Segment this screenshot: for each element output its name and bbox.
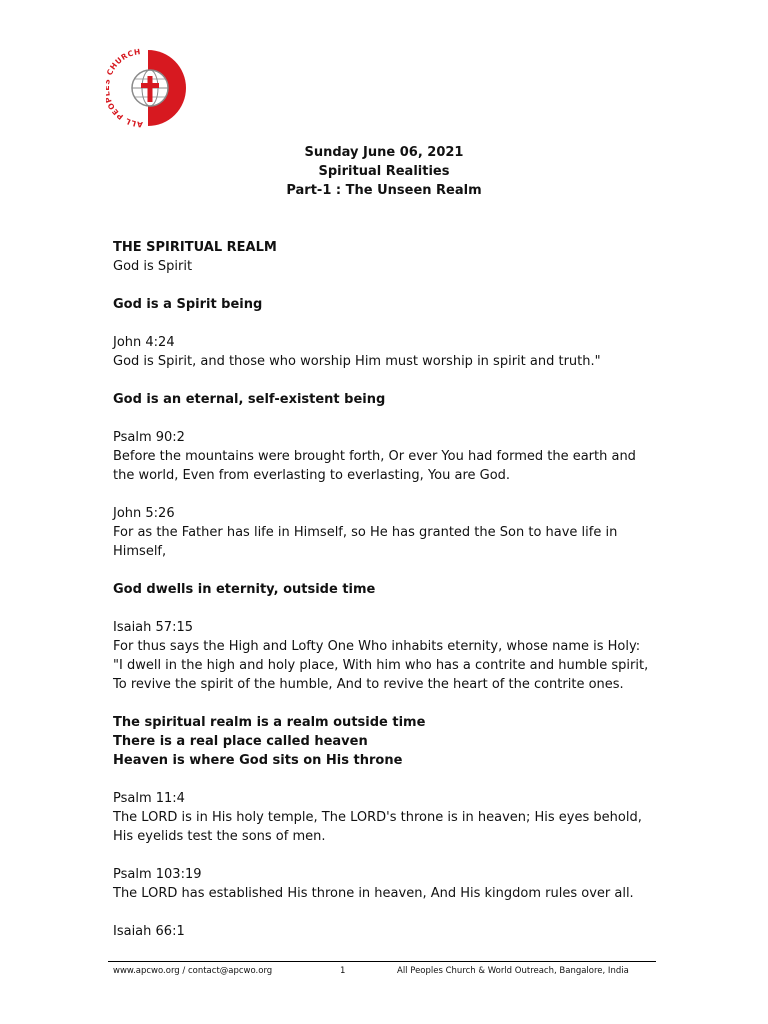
church-logo — [106, 46, 190, 130]
section — [113, 390, 653, 409]
section-text: Before the mountains were brought forth, Or ever You had formed the earth and the world, Even from everlasting to everlasting, You are God. — [113, 449, 636, 483]
footer-organization: All Peoples Church & World Outreach, Bangalore, India — [397, 966, 629, 976]
section-heading: God is an eternal, self-existent being — [113, 392, 386, 407]
section-heading: God is a Spirit being — [113, 297, 263, 312]
section-text: John 5:26 — [113, 506, 175, 521]
section-text: Psalm 90:2 — [113, 430, 185, 445]
sermon-series: Spiritual Realities — [318, 164, 450, 179]
section-text: The LORD has established His throne in heaven, And His kingdom rules over all. — [113, 886, 634, 901]
sermon-header — [0, 143, 768, 200]
sermon-date: Sunday June 06, 2021 — [304, 145, 464, 160]
section — [113, 238, 653, 276]
section — [113, 922, 653, 941]
section — [113, 580, 653, 599]
section-text: Isaiah 66:1 — [113, 924, 185, 939]
sermon-notes — [113, 238, 653, 960]
footer-divider — [108, 961, 656, 962]
section — [113, 295, 653, 314]
section — [113, 333, 653, 371]
section-text: John 4:24 — [113, 335, 175, 350]
section-text: Psalm 11:4 — [113, 791, 185, 806]
section — [113, 713, 653, 770]
section — [113, 865, 653, 903]
section-text: The LORD is in His holy temple, The LORD's throne is in heaven; His eyes behold, His eyelids test the sons of men. — [113, 810, 642, 844]
section — [113, 428, 653, 485]
section-text: Isaiah 57:15 — [113, 620, 193, 635]
section-heading: THE SPIRITUAL REALM — [113, 240, 277, 255]
section-heading: Heaven is where God sits on His throne — [113, 753, 403, 768]
section-text: Psalm 103:19 — [113, 867, 202, 882]
section-text: God is Spirit, and those who worship Him must worship in spirit and truth." — [113, 354, 601, 369]
section — [113, 618, 653, 694]
section — [113, 504, 653, 561]
section-text: For as the Father has life in Himself, so He has granted the Son to have life in Himself, — [113, 525, 618, 559]
page-number: 1 — [340, 966, 346, 976]
sermon-part-title: Part-1 : The Unseen Realm — [286, 183, 482, 198]
footer-contact: www.apcwo.org / contact@apcwo.org — [113, 966, 273, 976]
section-heading: There is a real place called heaven — [113, 734, 368, 749]
section-heading: The spiritual realm is a realm outside time — [113, 715, 426, 730]
section — [113, 789, 653, 846]
section-text: God is Spirit — [113, 259, 193, 274]
logo-text: ALL PEO HURCH — [106, 46, 144, 130]
section-text: For thus says the High and Lofty One Who inhabits eternity, whose name is Holy: "I dwell in the high and holy place, With him who has a contrite and humble spirit, To revive the spirit of the humble, And to revive the heart of the contrite ones. — [113, 639, 649, 692]
section-heading: God dwells in eternity, outside time — [113, 582, 376, 597]
